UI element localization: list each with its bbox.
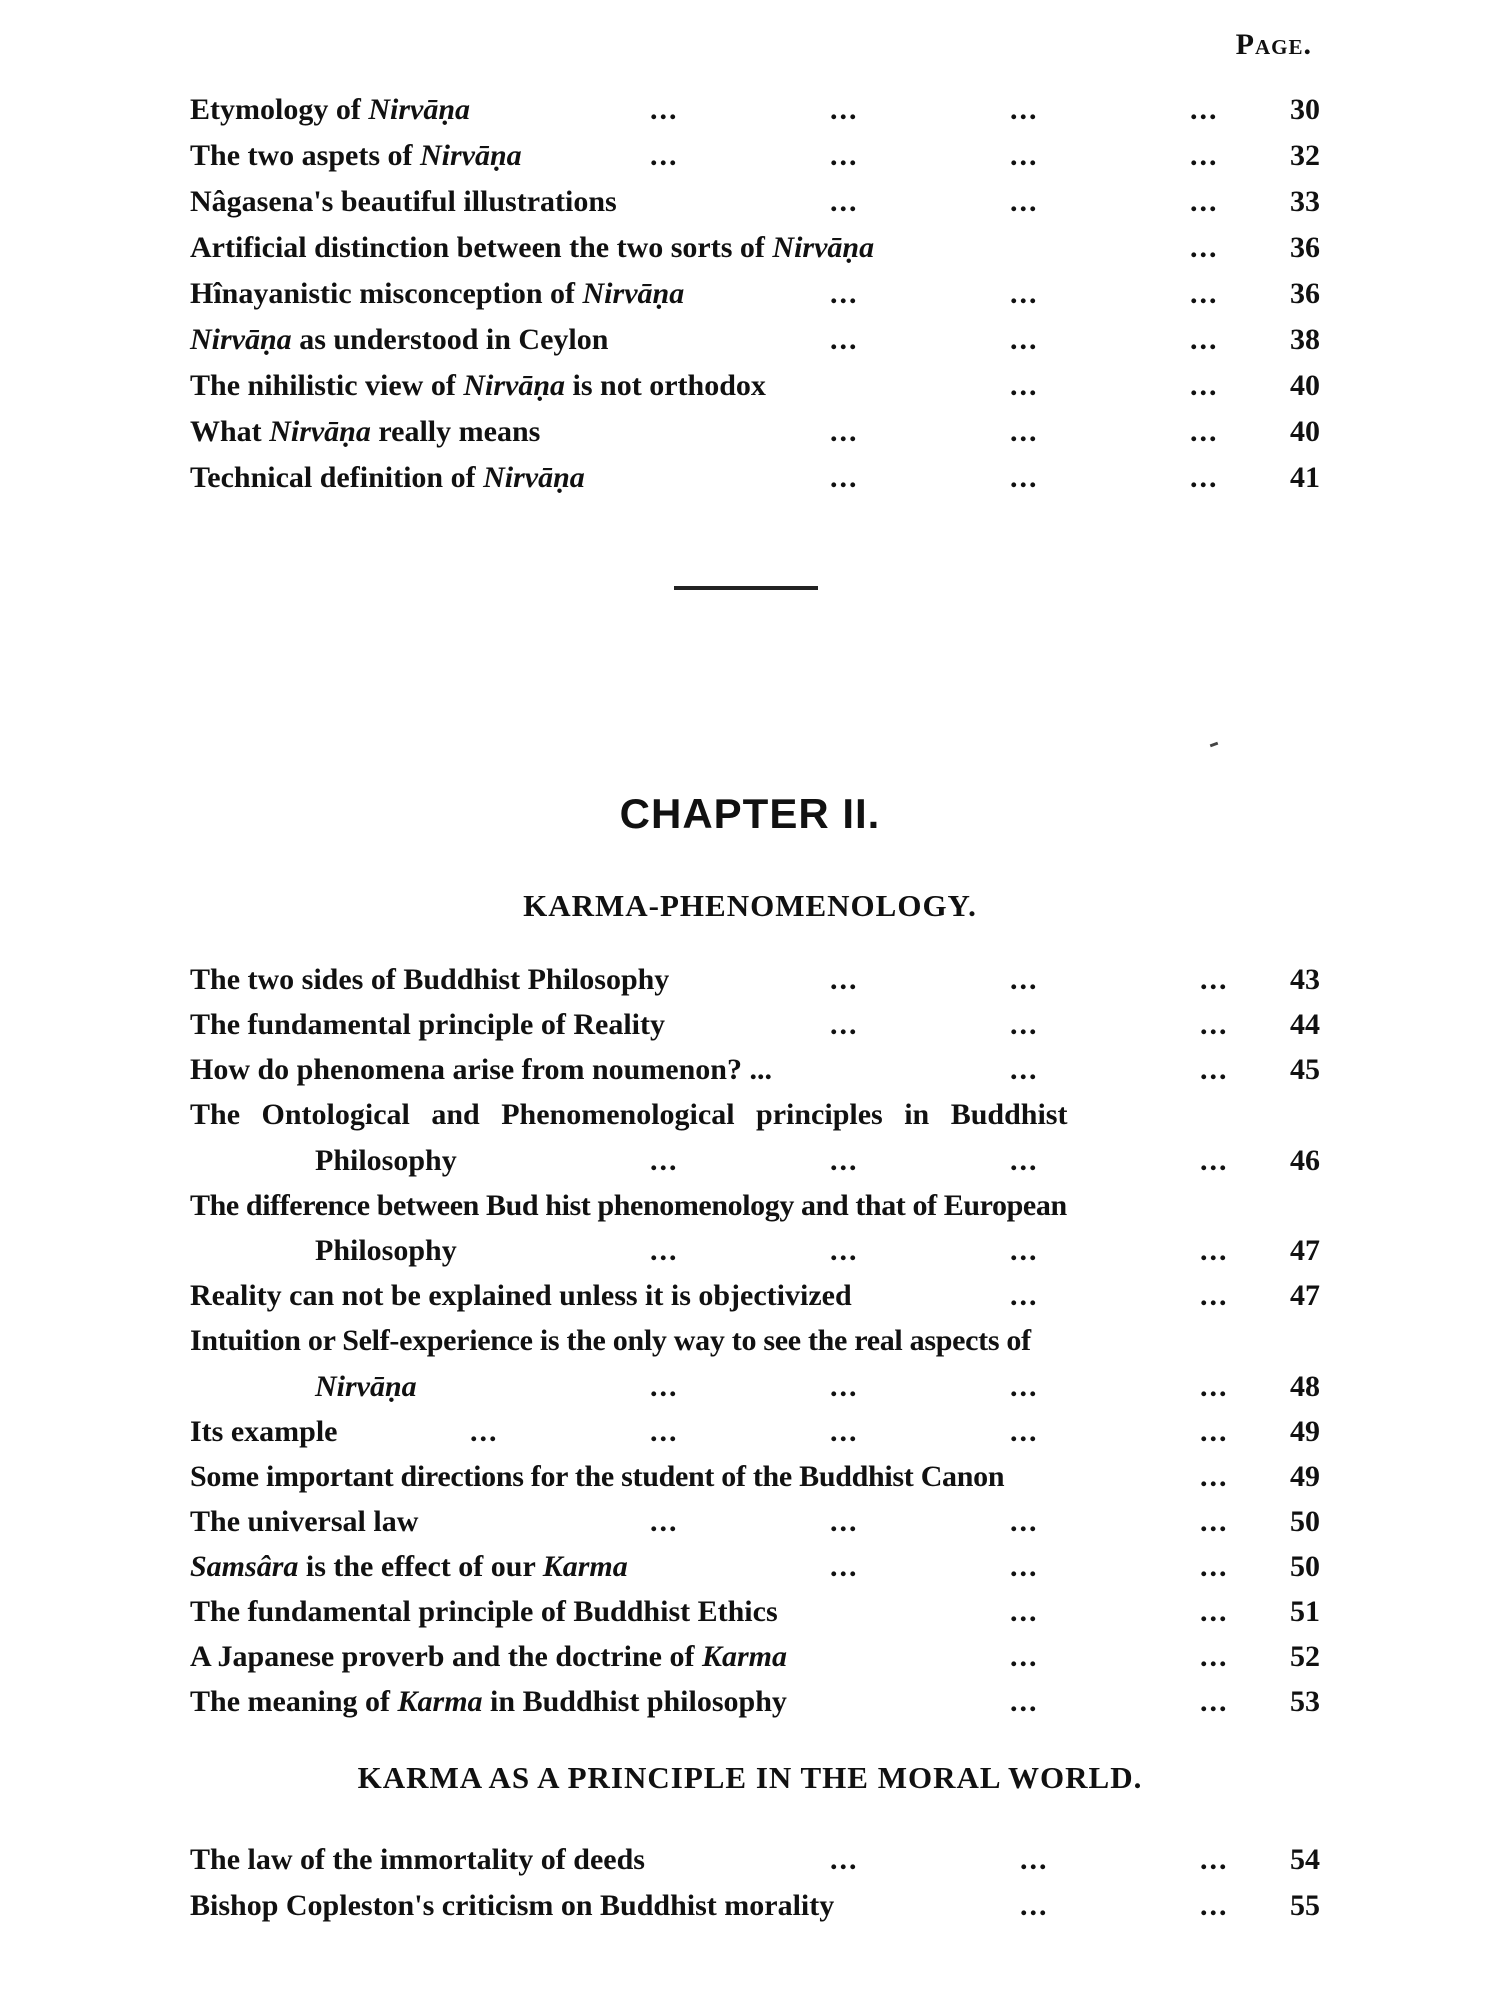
entry-title-continuation: Nirvāṇa	[315, 1370, 417, 1403]
leader-dots: ...	[1020, 1843, 1049, 1876]
leader-dots: ...	[1190, 415, 1219, 448]
section-divider-rule	[674, 586, 818, 590]
leader-dots: ...	[1010, 1053, 1039, 1086]
entry-title: Etymology of Nirvāṇa	[190, 93, 471, 126]
leader-dots: ...	[650, 1370, 679, 1403]
entry-page: 49	[1290, 1460, 1320, 1493]
entry-title: Nâgasena's beautiful illustrations	[190, 185, 617, 218]
leader-dots: ...	[830, 139, 859, 172]
leader-dots: ...	[1190, 461, 1219, 494]
entry-page: 55	[1290, 1889, 1320, 1922]
entry-title: Intuition or Self-experience is the only way to see the real aspects of	[190, 1324, 1031, 1357]
leader-dots: ...	[1010, 1550, 1039, 1583]
leader-dots: ...	[1190, 323, 1219, 356]
leader-dots: ...	[1010, 1640, 1039, 1673]
entry-title: The universal law	[190, 1505, 419, 1538]
leader-dots: ...	[470, 1415, 499, 1448]
leader-dots: ...	[1200, 1144, 1229, 1177]
leader-dots: ...	[1190, 277, 1219, 310]
leader-dots: ...	[830, 1505, 859, 1538]
section-heading: KARMA-PHENOMENOLOGY.	[523, 888, 977, 923]
leader-dots: ...	[1010, 1144, 1039, 1177]
entry-page: 51	[1290, 1595, 1320, 1628]
entry-title: The law of the immortality of deeds	[190, 1843, 645, 1876]
entry-title: Nirvāṇa as understood in Ceylon	[190, 323, 609, 356]
entry-page: 54	[1290, 1843, 1320, 1876]
leader-dots: ...	[650, 1144, 679, 1177]
leader-dots: ...	[1010, 1505, 1039, 1538]
entry-title: Samsâra is the effect of our Karma	[190, 1550, 628, 1583]
entry-page: 33	[1290, 185, 1320, 218]
leader-dots: ...	[1010, 1370, 1039, 1403]
entry-title: The fundamental principle of Buddhist Ethics	[190, 1595, 778, 1628]
leader-dots: ...	[1200, 1234, 1229, 1267]
entry-page: 49	[1290, 1415, 1320, 1448]
leader-dots: ...	[650, 93, 679, 126]
leader-dots: ...	[1010, 1008, 1039, 1041]
entry-title: Some important directions for the student of the Buddhist Canon	[190, 1460, 1005, 1493]
leader-dots: ...	[1010, 1685, 1039, 1718]
entry-title: The fundamental principle of Reality	[190, 1008, 666, 1041]
leader-dots: ...	[1200, 963, 1229, 996]
entry-page: 50	[1290, 1550, 1320, 1583]
leader-dots: ...	[830, 1370, 859, 1403]
leader-dots: ...	[830, 1550, 859, 1583]
leader-dots: ...	[830, 415, 859, 448]
leader-dots: ...	[650, 1234, 679, 1267]
leader-dots: ...	[1010, 323, 1039, 356]
leader-dots: ...	[1010, 93, 1039, 126]
leader-dots: ...	[830, 277, 859, 310]
entry-page: 36	[1290, 277, 1320, 310]
entry-title: Its example	[190, 1415, 338, 1448]
leader-dots: ...	[830, 93, 859, 126]
leader-dots: ...	[830, 323, 859, 356]
entry-page: 47	[1290, 1234, 1320, 1267]
entry-page: 46	[1290, 1144, 1320, 1177]
leader-dots: ...	[1020, 1889, 1049, 1922]
entry-page: 41	[1290, 461, 1320, 494]
leader-dots: ...	[650, 1415, 679, 1448]
entry-page: 45	[1290, 1053, 1320, 1086]
leader-dots: ...	[1200, 1053, 1229, 1086]
entry-title: Technical definition of Nirvāṇa	[190, 461, 585, 494]
section-heading: KARMA AS A PRINCIPLE IN THE MORAL WORLD.	[357, 1760, 1143, 1795]
leader-dots: ...	[650, 1505, 679, 1538]
leader-dots: ...	[1190, 369, 1219, 402]
leader-dots: ...	[1200, 1640, 1229, 1673]
entry-page: 44	[1290, 1008, 1320, 1041]
entry-title-continuation: Philosophy	[315, 1144, 457, 1177]
print-speck	[1210, 742, 1219, 748]
leader-dots: ...	[1200, 1370, 1229, 1403]
entry-title: A Japanese proverb and the doctrine of Karma	[190, 1640, 787, 1673]
leader-dots: ...	[650, 139, 679, 172]
leader-dots: ...	[1010, 369, 1039, 402]
leader-dots: ...	[1200, 1505, 1229, 1538]
leader-dots: ...	[1200, 1550, 1229, 1583]
entry-page: 40	[1290, 415, 1320, 448]
leader-dots: ...	[1010, 139, 1039, 172]
entry-page: 47	[1290, 1279, 1320, 1312]
leader-dots: ...	[830, 1008, 859, 1041]
entry-title: The Ontological and Phenomenological principles in Buddhist	[190, 1098, 1068, 1131]
entry-page: 48	[1290, 1370, 1320, 1403]
leader-dots: ...	[1010, 1279, 1039, 1312]
entry-page: 30	[1290, 93, 1320, 126]
leader-dots: ...	[1200, 1460, 1229, 1493]
entry-title: Bishop Copleston's criticism on Buddhist morality	[190, 1889, 835, 1922]
entry-title: The nihilistic view of Nirvāṇa is not orthodox	[190, 369, 766, 402]
leader-dots: ...	[830, 1415, 859, 1448]
leader-dots: ...	[1010, 415, 1039, 448]
entry-page: 50	[1290, 1505, 1320, 1538]
entry-page: 32	[1290, 139, 1320, 172]
chapter-title: CHAPTER II.	[619, 790, 881, 837]
leader-dots: ...	[1010, 461, 1039, 494]
entry-title-continuation: Philosophy	[315, 1234, 457, 1267]
leader-dots: ...	[830, 1843, 859, 1876]
entry-page: 40	[1290, 369, 1320, 402]
leader-dots: ...	[1010, 1234, 1039, 1267]
leader-dots: ...	[1010, 1415, 1039, 1448]
leader-dots: ...	[830, 461, 859, 494]
leader-dots: ...	[1190, 93, 1219, 126]
page-column-label: Page.	[1235, 28, 1312, 61]
entry-title: The meaning of Karma in Buddhist philosophy	[190, 1685, 787, 1718]
leader-dots: ...	[1010, 277, 1039, 310]
leader-dots: ...	[830, 1234, 859, 1267]
leader-dots: ...	[1010, 963, 1039, 996]
leader-dots: ...	[1190, 231, 1219, 264]
leader-dots: ...	[830, 963, 859, 996]
leader-dots: ...	[1200, 1279, 1229, 1312]
entry-title: The difference between Bud hist phenomenology and that of European	[190, 1189, 1067, 1222]
entry-title: How do phenomena arise from noumenon? ...	[190, 1053, 772, 1086]
entry-title: The two sides of Buddhist Philosophy	[190, 963, 670, 996]
leader-dots: ...	[1200, 1685, 1229, 1718]
entry-title: What Nirvāṇa really means	[190, 415, 541, 448]
leader-dots: ...	[1010, 1595, 1039, 1628]
entry-title: Reality can not be explained unless it is objectivized	[190, 1279, 852, 1312]
leader-dots: ...	[1200, 1843, 1229, 1876]
entry-page: 52	[1290, 1640, 1320, 1673]
entry-page: 38	[1290, 323, 1320, 356]
leader-dots: ...	[1010, 185, 1039, 218]
leader-dots: ...	[830, 185, 859, 218]
leader-dots: ...	[1200, 1008, 1229, 1041]
entry-title: Hînayanistic misconception of Nirvāṇa	[190, 277, 685, 310]
entry-page: 36	[1290, 231, 1320, 264]
entry-title: The two aspets of Nirvāṇa	[190, 139, 522, 172]
leader-dots: ...	[830, 1144, 859, 1177]
leader-dots: ...	[1200, 1889, 1229, 1922]
leader-dots: ...	[1200, 1415, 1229, 1448]
entry-page: 53	[1290, 1685, 1320, 1718]
leader-dots: ...	[1190, 185, 1219, 218]
leader-dots: ...	[1200, 1595, 1229, 1628]
leader-dots: ...	[1190, 139, 1219, 172]
entry-page: 43	[1290, 963, 1320, 996]
entry-title: Artificial distinction between the two sorts of Nirvāṇa	[190, 231, 875, 264]
